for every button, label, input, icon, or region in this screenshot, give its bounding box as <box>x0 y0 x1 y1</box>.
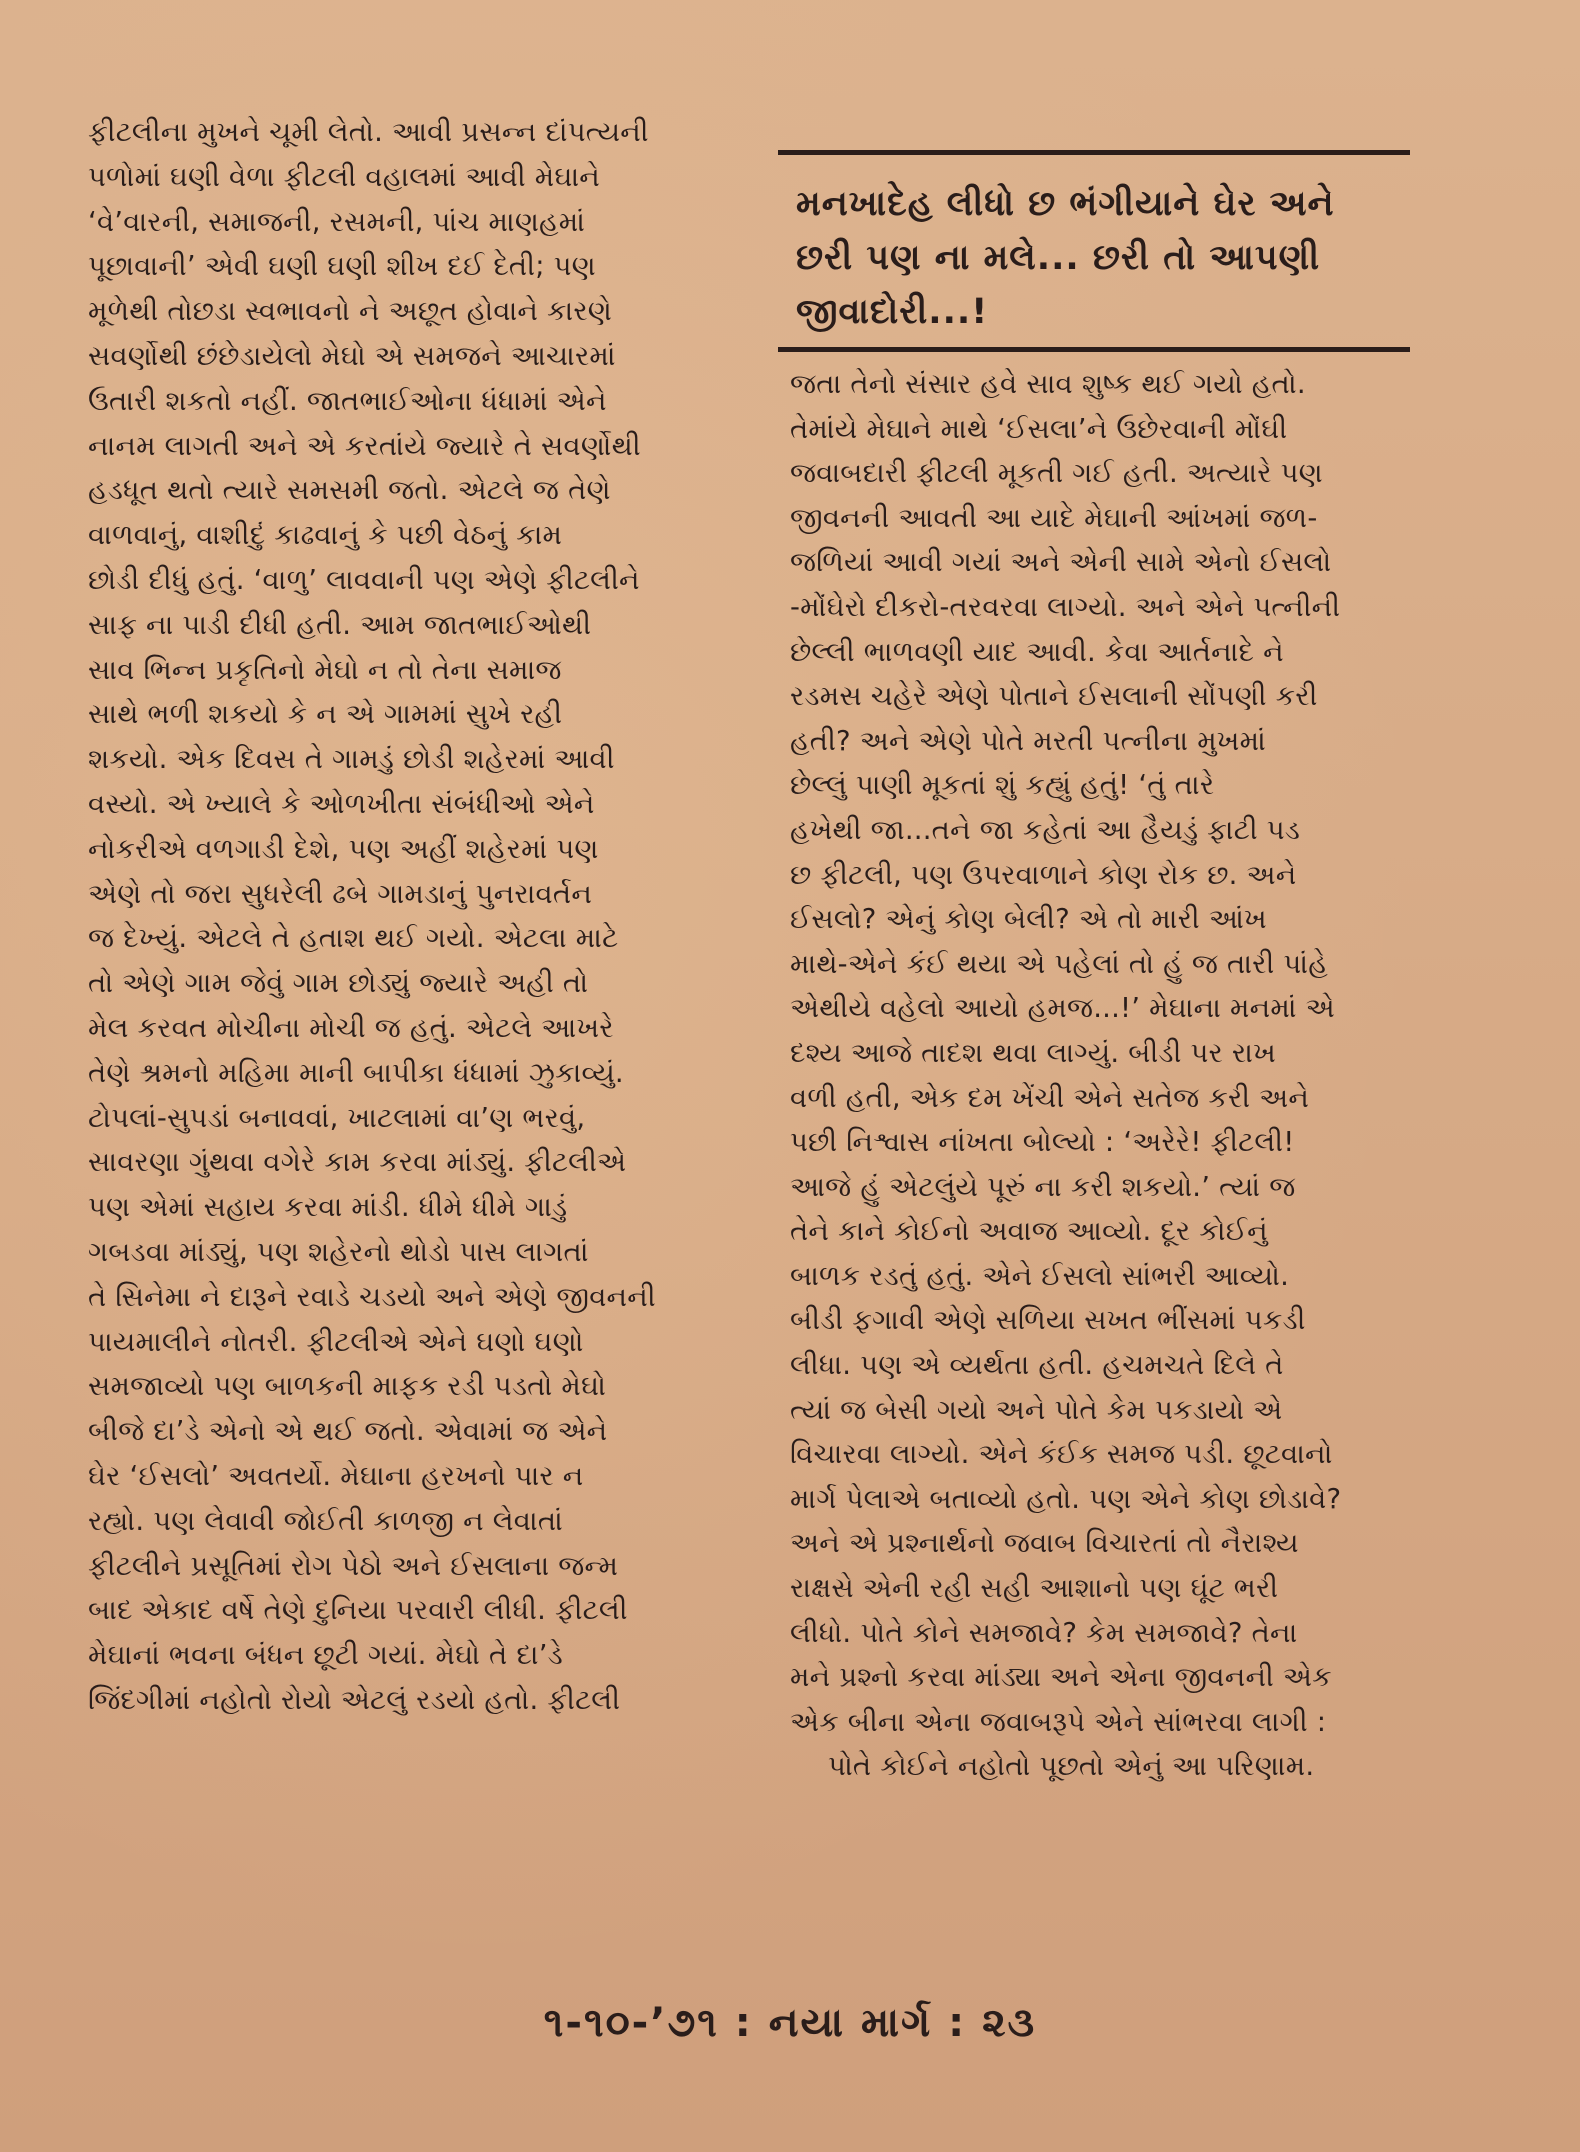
pull-quote-top-rule <box>778 150 1410 155</box>
text-line: દશ્ય આજે તાદશ થવા લાગ્યું. બીડી પર રાખ <box>790 1036 1276 1069</box>
pull-quote-bottom-rule <box>778 347 1410 352</box>
pull-quote-line: જીવાદોરી...! <box>796 292 989 332</box>
text-line: એથીયે વહેલો આયો હમજ...!’ મેઘાના મનમાં એ <box>790 992 1335 1025</box>
text-line: ઉતારી શકતો નહીં. જાતભાઈઓના ધંધામાં એને <box>88 384 607 417</box>
text-line: નાનમ લાગતી અને એ કરતાંયે જ્યારે તે સવર્ણોથી <box>88 429 641 462</box>
text-line: એણે તો જરા સુધરેલી ઢબે ગામડાનું પુનરાવર્તન <box>88 877 593 910</box>
text-line: હખેથી જા...તને જા કહેતાં આ હૈયડું ફાટી પડ <box>790 813 1301 846</box>
text-line: વિચારવા લાગ્યો. એને કંઈક સમજ પડી. છૂટવાનો <box>790 1438 1333 1471</box>
text-line: આજે હું એટલુંયે પૂરું ના કરી શકયો.’ ત્યાં જ <box>790 1170 1296 1203</box>
text-line: ઈસલો? એનું કોણ બેલી? એ તો મારી આંખ <box>790 903 1267 936</box>
text-line: પાયમાલીને નોતરી. ફીટલીએ એને ઘણો ઘણો <box>88 1325 584 1358</box>
text-line: ત્યાં જ બેસી ગયો અને પોતે કેમ પકડાયો એ <box>790 1393 1283 1426</box>
text-line: શકયો. એક દિવસ તે ગામડું છોડી શહેરમાં આવી <box>88 743 615 776</box>
text-line: અને એ પ્રશ્નાર્થનો જવાબ વિચારતાં તો નૈરાશ્ય <box>790 1527 1299 1560</box>
text-line: છેલ્લી ભાળવણી યાદ આવી. કેવા આર્તનાદે ને <box>790 635 1284 668</box>
text-line: ફીટલીના મુખને ચૂમી લેતો. આવી પ્રસન્ન દાંપત્યની <box>88 116 649 148</box>
text-line: નોકરીએ વળગાડી દેશે, પણ અહીં શહેરમાં પણ <box>88 832 599 865</box>
text-line: જ દેખ્યું. એટલે તે હતાશ થઈ ગયો. એટલા માટે <box>88 922 619 955</box>
text-line: માથે-એને કંઈ થયા એ પહેલાં તો હું જ તારી પાંહે <box>790 947 1328 980</box>
text-line: લીધા. પણ એ વ્યર્થતા હતી. હચમચતે દિલે તે <box>790 1349 1284 1382</box>
text-line: રહ્યો. પણ લેવાવી જોઈતી કાળજી ન લેવાતાં <box>88 1504 563 1537</box>
text-line: ‘વે’વારની, સમાજની, રસમની, પાંચ માણહમાં <box>88 205 586 238</box>
text-line: વસ્યો. એ ખ્યાલે કે ઓળખીતા સંબંધીઓ એને <box>88 787 595 820</box>
text-line: ફીટલીને પ્રસૂતિમાં રોગ પેઠો અને ઈસલાના જન્મ <box>88 1549 619 1582</box>
text-line: ગબડવા માંડ્યું, પણ શહેરનો થોડો પાસ લાગતાં <box>88 1235 589 1268</box>
text-line: મૂળેથી તોછડા સ્વભાવનો ને અછૂત હોવાને કારણે <box>88 295 612 328</box>
text-line: તેમાંયે મેઘાને માથે ‘ઈસલા’ને ઉછેરવાની મોંઘી <box>790 412 1288 445</box>
text-line: તેણે શ્રમનો મહિમા માની બાપીકા ધંધામાં ઝુકાવ્યું. <box>88 1056 624 1089</box>
text-line: સાફ ના પાડી દીધી હતી. આમ જાતભાઈઓથી <box>88 608 592 641</box>
text-line: જવાબદારી ફીટલી મૂકતી ગઈ હતી. અત્યારે પણ <box>790 457 1323 490</box>
text-line: હડધૂત થતો ત્યારે સમસમી જતો. એટલે જ તેણે <box>88 474 611 507</box>
text-line: પૂછાવાની’ એવી ઘણી ઘણી શીખ દઈ દેતી; પણ <box>88 250 596 283</box>
text-line: સાવરણા ગુંથવા વગેરે કામ કરવા માંડ્યું. ફીટલીએ <box>88 1146 627 1179</box>
text-line: ટોપલાં-સુપડાં બનાવવાં, ખાટલામાં વા’ણ ભરવું, <box>88 1101 586 1134</box>
text-line: છ ફીટલી, પણ ઉપરવાળાને કોણ રોક છ. અને <box>790 858 1297 891</box>
text-line: રાક્ષસે એની રહી સહી આશાનો પણ ઘૂંટ ભરી <box>790 1572 1279 1605</box>
text-line: રડમસ ચહેરે એણે પોતાને ઈસલાની સોંપણી કરી <box>790 680 1318 713</box>
text-line: સમજાવ્યો પણ બાળકની માફક રડી પડતો મેઘો <box>88 1370 607 1403</box>
text-line: બાળક રડતું હતું. એને ઈસલો સાંભરી આવ્યો. <box>790 1259 1290 1292</box>
text-line: સવર્ણોથી છંછેડાયેલો મેઘો એ સમજને આચારમાં <box>88 339 616 372</box>
text-line: છેલ્લું પાણી મૂકતાં શું કહ્યું હતું! ‘તું તારે <box>790 769 1215 802</box>
text-line: બાદ એકાદ વર્ષે તેણે દુનિયા પરવારી લીધી. ફીટલી <box>88 1594 628 1627</box>
text-line: સાવ ભિન્ન પ્રકૃતિનો મેઘો ન તો તેના સમાજ <box>88 653 562 686</box>
text-line: પોતે કોઈને નહોતો પૂછતો એનું આ પરિણામ. <box>828 1750 1315 1783</box>
text-line: એક બીના એના જવાબરૂપે એને સાંભરવા લાગી : <box>790 1705 1327 1738</box>
text-line: પણ એમાં સહાય કરવા માંડી. ધીમે ધીમે ગાડું <box>88 1191 568 1224</box>
page-footer: ૧-૧૦-’૭૧ : નયા માર્ગ : ૨૩ <box>543 2000 1037 2046</box>
text-line: જિંદગીમાં નહોતો રોયો એટલું રડયો હતો. ફીટલી <box>88 1683 621 1716</box>
text-line: લીધો. પોતે કોને સમજાવે? કેમ સમજાવે? તેના <box>790 1616 1298 1649</box>
right-body-text <box>790 362 1410 1789</box>
text-line: મેલ કરવત મોચીના મોચી જ હતું. એટલે આખરે <box>88 1011 614 1044</box>
text-line: જળિયાં આવી ગયાં અને એની સામે એનો ઈસલો <box>790 546 1332 579</box>
right-text-column <box>778 150 1410 1950</box>
text-line: જીવનની આવતી આ યાદે મેઘાની આંખમાં જળ- <box>790 501 1318 534</box>
pull-quote <box>796 177 1410 339</box>
text-line: તેને કાને કોઈનો અવાજ આવ્યો. દૂર કોઈનું <box>790 1215 1268 1248</box>
text-line: હતી? અને એણે પોતે મરતી પત્નીના મુખમાં <box>790 724 1266 757</box>
text-line: તે સિનેમા ને દારૂને રવાડે ચડયો અને એણે જીવનની <box>88 1280 656 1313</box>
text-line: વાળવાનું, વાશીદું કાઢવાનું કે પછી વેઠનું કામ <box>88 519 563 552</box>
pull-quote-line: છરી પણ ના મલે... છરી તો આપણી <box>796 238 1321 278</box>
text-line: તો એણે ગામ જેવું ગામ છોડ્યું જ્યારે અહી તો <box>88 967 589 1000</box>
text-line: પળોમાં ઘણી વેળા ફીટલી વહાલમાં આવી મેઘાને <box>88 160 600 193</box>
text-line: પછી નિશ્વાસ નાંખતા બોલ્યો : ‘અરેરે! ફીટલી! <box>790 1126 1295 1159</box>
text-line: -મોંઘેરો દીકરો-તરવરવા લાગ્યો. અને એને પત્નીની <box>790 590 1341 623</box>
text-line: મેઘાનાં ભવના બંધન છૂટી ગયાં. મેઘો તે દા’ડે <box>88 1639 563 1672</box>
pull-quote-line: મનખાદેહ લીધો છ ભંગીયાને ઘેર અને <box>796 184 1335 224</box>
text-line: બીજે દા’ડે એનો એ થઈ જતો. એવામાં જ એને <box>88 1415 608 1448</box>
text-line: મને પ્રશ્નો કરવા માંડ્યા અને એના જીવનની એક <box>790 1661 1332 1694</box>
text-line: જતા તેનો સંસાર હવે સાવ શુષ્ક થઈ ગયો હતો. <box>790 368 1306 400</box>
left-text-column <box>88 110 746 1950</box>
text-line: સાથે ભળી શકયો કે ન એ ગામમાં સુખે રહી <box>88 698 563 731</box>
text-line: માર્ગ પેલાએ બતાવ્યો હતો. પણ એને કોણ છોડાવે? <box>790 1482 1342 1515</box>
text-line: વળી હતી, એક દમ ખેંચી એને સતેજ કરી અને <box>790 1081 1310 1114</box>
text-line: છોડી દીધું હતું. ‘વાળુ’ લાવવાની પણ એણે ફીટલીને <box>88 563 640 596</box>
text-line: બીડી ફગાવી એણે સળિયા સખત ભીંસમાં પકડી <box>790 1304 1306 1337</box>
text-line: ઘેર ‘ઈસલો’ અવતર્યો. મેઘાના હરખનો પાર ન <box>88 1459 584 1492</box>
